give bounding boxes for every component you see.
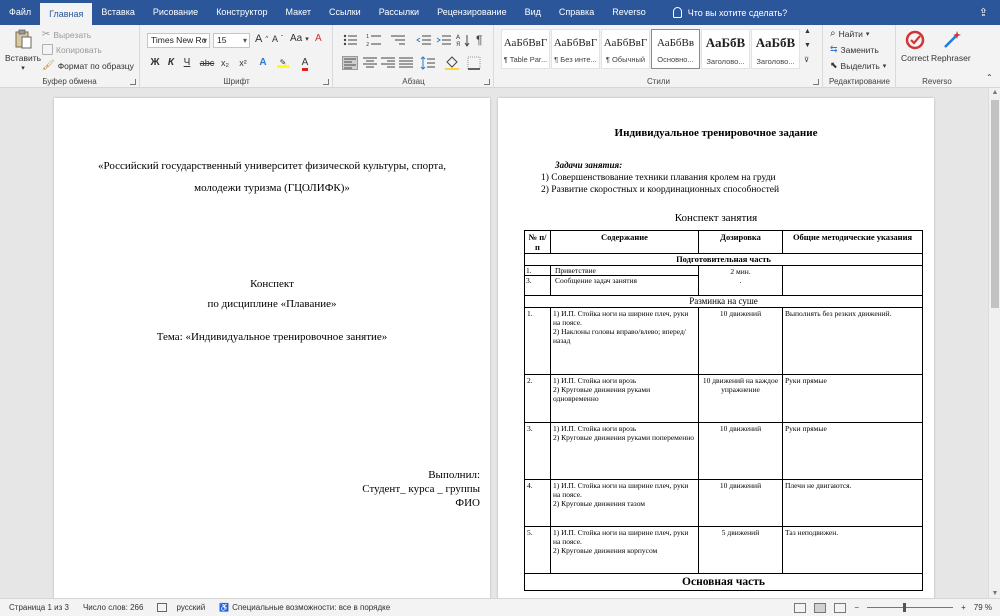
content-line: 2) Наклоны головы вправо/влево; вперед/назад	[553, 327, 686, 345]
bold-button[interactable]	[147, 55, 163, 71]
find-button[interactable]: ⌕ Найти ▾	[830, 28, 870, 39]
university-name: «Российский государственный университет физической культуры, спорта, молодежи туризма (ГЦОЛИФК)»	[97, 160, 447, 194]
style-sample: АаБбВ	[705, 35, 746, 50]
find-label: Найти	[838, 28, 863, 39]
student-line: Студент_ курса _ группы	[362, 483, 480, 495]
superscript-icon: x²	[239, 58, 247, 68]
cut-label: Вырезать	[53, 29, 92, 40]
row-notes: Плечи не двигаются.	[783, 480, 923, 527]
author-block	[362, 468, 480, 510]
content-line: 1) И.П. Стойка ноги на ширине плеч, руки на поясе.	[553, 528, 689, 546]
zoom-in-button[interactable]: +	[961, 603, 966, 612]
scroll-down-arrow[interactable]: ▼	[991, 590, 999, 597]
prep-num: 3.	[526, 276, 532, 285]
justify-icon	[398, 56, 414, 70]
table-row	[525, 423, 923, 480]
style-name: Заголово...	[706, 57, 745, 66]
zoom-slider-thumb[interactable]	[903, 603, 906, 612]
strikethrough-icon: abc	[199, 58, 215, 68]
font-size-value: 15	[217, 35, 227, 45]
row-dosage: 10 движений	[699, 308, 783, 375]
correct-check-icon	[904, 29, 926, 51]
style-item[interactable]	[751, 29, 800, 69]
scissors-icon: ✂	[42, 29, 51, 40]
correct-label: Correct	[901, 53, 929, 63]
content-line: 1) И.П. Стойка ноги врозь	[553, 376, 637, 385]
shrink-font-icon: A	[272, 34, 279, 44]
borders-icon	[466, 56, 482, 70]
copy-button[interactable]	[42, 44, 102, 55]
font-color-icon: A	[302, 58, 309, 71]
replace-icon: ⇆	[830, 44, 838, 54]
strikethrough-button[interactable]	[199, 55, 215, 71]
sort-icon	[456, 33, 472, 47]
replace-button[interactable]	[830, 44, 879, 55]
style-sample: АаБбВ	[755, 35, 796, 50]
content-line: 2) Круговые движения тазом	[553, 499, 646, 508]
table-row	[525, 480, 923, 527]
subscript-icon: x₂	[221, 58, 229, 68]
tab-10[interactable]: Справка	[558, 7, 595, 17]
underline-button[interactable]	[179, 55, 195, 71]
align-center-button[interactable]	[362, 56, 378, 70]
main-section-row	[525, 574, 923, 591]
tell-me-label: Что вы хотите сделать?	[687, 7, 788, 18]
line-spacing-button[interactable]	[420, 56, 436, 70]
paste-label: Вставить	[5, 53, 42, 63]
style-sample: АаБбВвГ	[503, 37, 548, 49]
vertical-scrollbar[interactable]	[988, 88, 1000, 598]
font-name-value: Times New Ro	[151, 35, 207, 45]
page-1[interactable]	[54, 98, 490, 598]
table-row	[525, 527, 923, 574]
select-button[interactable]: ⬉ Выделить ▾	[830, 60, 887, 71]
row-content	[551, 308, 699, 375]
header-content: Содержание	[551, 231, 699, 254]
row-content	[551, 375, 699, 423]
task-item: 1) Совершенствование техники плавания кролем на груди	[541, 173, 776, 183]
clear-formatting-icon: A	[315, 33, 322, 44]
font-group-label: Шрифт	[223, 77, 250, 86]
style-item[interactable]	[501, 29, 550, 69]
content-line: 2) Круговые движения руками попеременно	[553, 433, 695, 442]
rephraser-button[interactable]	[931, 29, 971, 63]
superscript-button[interactable]	[235, 55, 251, 71]
discipline-line: по дисциплине «Плавание»	[207, 298, 337, 310]
prep-notes	[783, 266, 923, 296]
web-layout-icon[interactable]	[834, 603, 846, 613]
numbering-button[interactable]	[366, 33, 382, 47]
ribbon-tabs	[0, 0, 1000, 25]
highlighter-icon: ✎	[277, 59, 289, 68]
style-name: Заголово...	[756, 57, 795, 66]
copy-label: Копировать	[56, 44, 102, 55]
increase-indent-button[interactable]	[436, 33, 452, 47]
styles-scroll-down[interactable]: ▼	[804, 42, 811, 49]
row-dosage: 5 движений	[699, 527, 783, 574]
cut-button[interactable]	[42, 29, 91, 40]
tab-7[interactable]: Рассылки	[378, 7, 420, 17]
ribbon	[0, 25, 1000, 88]
prep-content: Приветствие	[551, 266, 698, 276]
clear-formatting-button[interactable]	[315, 33, 322, 44]
select-label: Выделить	[840, 60, 880, 71]
print-layout-icon[interactable]	[814, 603, 826, 613]
style-item[interactable]	[701, 29, 750, 69]
paragraph-group	[334, 25, 494, 88]
paragraph-dialog-launcher[interactable]	[484, 79, 490, 85]
theme-line: Тема: «Индивидуальное тренировочное занятие»	[156, 331, 388, 343]
styles-group	[495, 25, 823, 88]
rephraser-label: Rephraser	[931, 53, 971, 63]
style-item[interactable]	[651, 29, 700, 69]
style-name: ¶ Без инте...	[554, 55, 597, 64]
tab-11[interactable]: Reverso	[612, 7, 646, 17]
tab-2[interactable]: Вставка	[101, 7, 135, 17]
styles-more[interactable]: ⊽	[804, 57, 810, 64]
row-content	[551, 423, 699, 480]
text-effects-icon: A	[259, 57, 267, 68]
clipboard-group	[0, 25, 140, 88]
row-content	[551, 527, 699, 574]
scroll-thumb[interactable]	[991, 100, 999, 308]
align-left-button[interactable]	[342, 56, 358, 70]
row-notes: Таз неподвижен.	[783, 527, 923, 574]
styles-group-label: Стили	[646, 77, 671, 86]
page-2[interactable]	[498, 98, 934, 598]
table-header-row	[525, 231, 923, 254]
paste-dropdown-icon: ▾	[21, 65, 25, 72]
plan-title: Индивидуальное тренировочное задание	[614, 127, 818, 139]
done-by-label: Выполнил:	[428, 469, 480, 481]
prep-content: Сообщение задач занятия	[555, 276, 637, 285]
warmup-section-title: Разминка на суше	[525, 296, 923, 308]
reverso-group	[897, 25, 977, 88]
prep-section-row	[525, 254, 923, 266]
tab-9[interactable]: Вид	[524, 7, 541, 17]
bullets-icon	[342, 33, 358, 47]
font-group	[141, 25, 333, 88]
share-icon[interactable]: ⇪	[978, 7, 988, 19]
row-number: 1.	[525, 308, 551, 375]
content-line: 1) И.П. Стойка ноги врозь	[553, 424, 637, 433]
increase-indent-icon	[436, 33, 452, 47]
line-spacing-icon	[420, 56, 436, 70]
paragraph-group-label: Абзац	[402, 77, 425, 86]
read-mode-icon[interactable]	[794, 603, 806, 613]
svg-text:A: A	[456, 34, 461, 41]
borders-button[interactable]	[466, 56, 482, 70]
svg-text:2: 2	[366, 42, 370, 47]
style-item[interactable]	[601, 29, 650, 69]
grow-font-button[interactable]: A ^	[255, 33, 269, 45]
row-dosage: 10 движений на каждое упражнение	[699, 375, 783, 423]
prep-dose: 2 мин.	[730, 267, 751, 276]
accessibility-label: Специальные возможности: все в порядке	[232, 603, 391, 612]
page-count[interactable]: Страница 1 из 3	[9, 603, 69, 612]
language-indicator[interactable]: русский	[176, 603, 206, 612]
tab-5[interactable]: Макет	[285, 7, 311, 17]
header-number: № п/п	[525, 231, 551, 254]
word-count[interactable]: Число слов: 266	[82, 603, 144, 612]
tasks-heading: Задачи занятия:	[555, 160, 623, 170]
accessibility-icon: ♿	[219, 603, 230, 612]
text-effects-button[interactable]	[255, 55, 271, 71]
zoom-slider[interactable]	[867, 607, 953, 608]
konspekt-heading: Конспект занятия	[674, 212, 758, 224]
content-line: 2) Круговые движения корпусом	[553, 546, 658, 555]
proofing-icon	[157, 603, 167, 612]
search-icon: ⌕	[830, 28, 836, 39]
shading-button[interactable]	[444, 56, 460, 70]
warmup-section-row	[525, 296, 923, 308]
style-sample: АаБбВвГ	[603, 37, 648, 49]
svg-text:1: 1	[366, 34, 370, 40]
tell-me-search[interactable]	[673, 7, 788, 18]
status-right	[794, 603, 992, 613]
bullets-button[interactable]	[342, 33, 358, 47]
font-color-button[interactable]	[297, 55, 313, 71]
format-painter-icon: 🖌	[42, 60, 55, 71]
proofing-status[interactable]	[157, 603, 167, 612]
style-name: ¶ Обычный	[605, 55, 646, 64]
justify-button[interactable]	[398, 56, 414, 70]
rephraser-wand-icon	[940, 29, 962, 51]
tab-3[interactable]: Рисование	[152, 7, 199, 17]
align-left-icon	[343, 57, 357, 69]
format-painter-label: Формат по образцу	[57, 60, 134, 71]
task-item: 2) Развитие скоростных и координационных способностей	[541, 185, 780, 195]
paint-bucket-icon	[444, 56, 460, 70]
row-notes: Руки прямые	[783, 423, 923, 480]
correct-button[interactable]	[901, 29, 929, 63]
style-name: Основно...	[657, 55, 694, 64]
style-sample: АаБбВвГ	[553, 37, 598, 49]
styles-dialog-launcher[interactable]	[813, 79, 819, 85]
select-cursor-icon: ⬉	[830, 60, 838, 70]
decrease-indent-icon	[416, 33, 432, 47]
bold-icon: Ж	[150, 57, 160, 68]
row-number: 3.	[525, 423, 551, 480]
row-dosage: 10 движений	[699, 423, 783, 480]
subscript-button[interactable]	[217, 55, 233, 71]
prep-contents	[551, 266, 699, 296]
content-line: 1) И.П. Стойка ноги на ширине плеч, руки на поясе.	[553, 481, 689, 499]
content-line: 2) Круговые движения руками одновременно	[553, 385, 651, 403]
paste-button[interactable]	[5, 29, 41, 72]
decrease-indent-button[interactable]	[416, 33, 432, 47]
row-dosage: 10 движений	[699, 480, 783, 527]
main-section-title: Основная часть	[525, 574, 923, 591]
prep-section-title: Подготовительная часть	[525, 254, 923, 266]
document-area[interactable]	[0, 88, 1000, 598]
replace-label: Заменить	[840, 44, 879, 55]
styles-scroll-up[interactable]: ▲	[804, 28, 811, 35]
shrink-font-button[interactable]: A ˇ	[272, 34, 284, 44]
row-number: 4.	[525, 480, 551, 527]
row-number: 2.	[525, 375, 551, 423]
fio-line: ФИО	[455, 497, 480, 509]
row-number: 5.	[525, 527, 551, 574]
numbering-icon	[366, 33, 382, 47]
change-case-icon: Aa	[290, 33, 303, 44]
row-content	[551, 480, 699, 527]
reverso-group-label: Reverso	[922, 77, 952, 86]
show-marks-button[interactable]	[476, 33, 492, 47]
prep-num: 1.	[525, 266, 550, 276]
zoom-out-button[interactable]: −	[854, 603, 860, 612]
header-dosage: Дозировка	[699, 231, 783, 254]
multilevel-list-icon	[390, 33, 406, 47]
multilevel-list-button[interactable]	[390, 33, 406, 47]
align-right-icon	[380, 56, 396, 70]
prep-rows	[525, 266, 923, 296]
align-center-icon	[362, 56, 378, 70]
table-row	[525, 308, 923, 375]
row-notes: Руки прямые	[783, 375, 923, 423]
format-painter-button[interactable]	[42, 60, 134, 71]
underline-icon: Ч	[183, 57, 191, 68]
font-name-combo[interactable]	[147, 33, 210, 48]
table-row	[525, 375, 923, 423]
svg-text:Я: Я	[456, 41, 461, 47]
prep-numbers	[525, 266, 551, 296]
header-notes: Общие методические указания	[783, 231, 923, 254]
clipboard-group-label: Буфер обмена	[42, 77, 97, 86]
warmup-rows	[525, 308, 923, 574]
change-case-button[interactable]: Aa ▾	[290, 33, 309, 44]
lightbulb-icon	[673, 7, 682, 18]
prep-dose: .	[739, 276, 742, 285]
collapse-ribbon-button[interactable]: ⌃	[986, 73, 993, 82]
font-size-combo[interactable]	[213, 33, 250, 48]
style-sample: АаБбВв	[656, 37, 695, 49]
style-name: ¶ Table Par...	[503, 55, 548, 64]
tab-1[interactable]: Главная	[40, 3, 92, 25]
tab-4[interactable]: Конструктор	[216, 7, 268, 17]
highlight-button[interactable]	[275, 55, 291, 71]
clipboard-dialog-launcher[interactable]	[130, 79, 136, 85]
pilcrow-icon: ¶	[476, 33, 483, 47]
accessibility-status[interactable]	[219, 603, 390, 612]
sort-button[interactable]	[456, 33, 472, 47]
editing-group-label: Редактирование	[829, 77, 890, 86]
scroll-up-arrow[interactable]: ▲	[991, 89, 999, 96]
tab-0[interactable]: Файл	[9, 7, 32, 17]
italic-icon: К	[167, 57, 175, 68]
tab-8[interactable]: Рецензирование	[437, 7, 507, 17]
status-bar	[0, 598, 1000, 616]
tab-6[interactable]: Ссылки	[329, 7, 361, 17]
prep-doses	[699, 266, 783, 296]
lesson-plan-table	[524, 230, 923, 591]
copy-icon	[42, 44, 53, 55]
style-item[interactable]	[551, 29, 600, 69]
content-line: 1) И.П. Стойка ноги на ширине плеч, руки на поясе.	[553, 309, 689, 327]
paste-icon	[13, 29, 33, 49]
zoom-level[interactable]: 79 %	[973, 603, 992, 612]
grow-font-icon: A	[255, 33, 263, 45]
font-dialog-launcher[interactable]	[323, 79, 329, 85]
editing-group	[824, 25, 896, 88]
italic-button[interactable]	[163, 55, 179, 71]
align-right-button[interactable]	[380, 56, 396, 70]
konspekt-label: Конспект	[250, 278, 294, 290]
row-notes: Выполнять без резких движений.	[783, 308, 923, 375]
